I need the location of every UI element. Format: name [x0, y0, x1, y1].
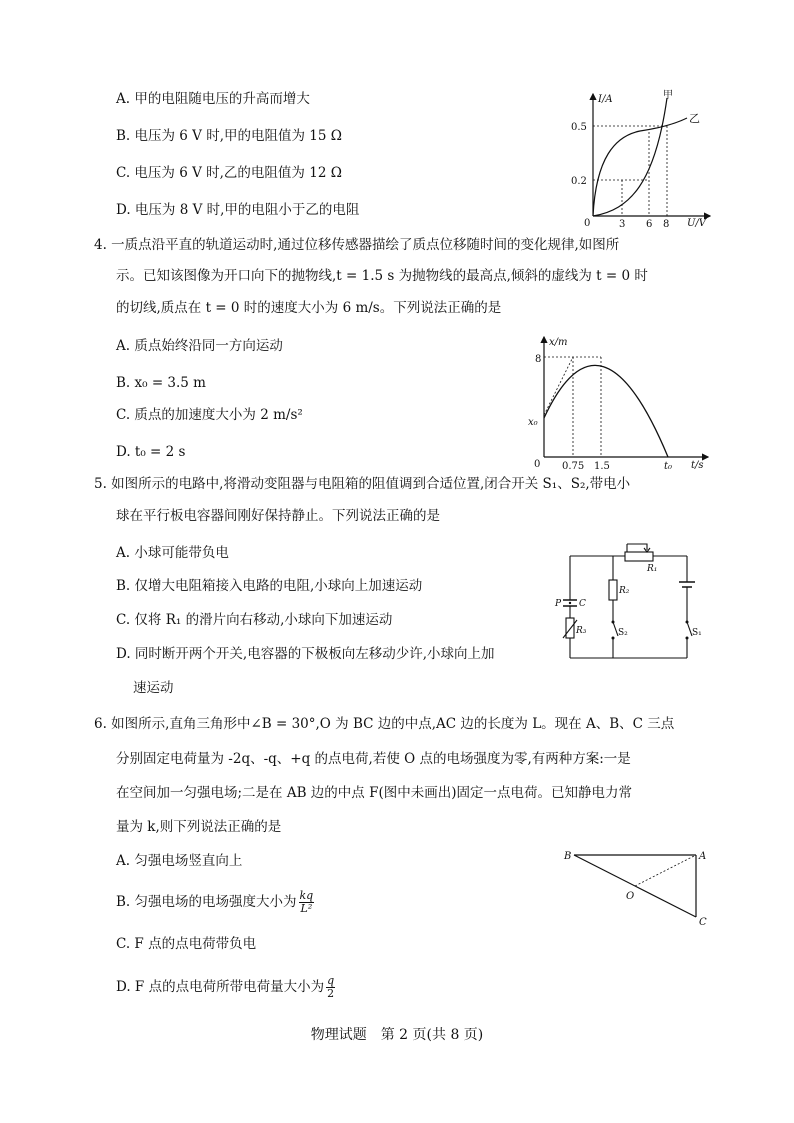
tangent-line	[544, 357, 573, 415]
q6-option-c: C. F 点的点电荷带负电	[116, 936, 257, 952]
q3-option-d: D. 电压为 8 V 时,甲的电阻小于乙的电阻	[116, 202, 360, 218]
q6-option-a: A. 匀强电场竖直向上	[116, 853, 243, 869]
x-tick-8: 8	[663, 219, 670, 230]
vertex-c: C	[699, 917, 707, 928]
q6-stem-line1: 6. 如图所示,直角三角形中∠B = 30°,O 为 BC 边的中点,AC 边的长度为 L。现在 A、B、C 三点	[94, 716, 675, 732]
q5-option-d-line2: 速运动	[133, 680, 174, 696]
rheostat-r1	[625, 552, 653, 561]
y-axis-label: x/m	[549, 337, 568, 348]
y-tick-05: 0.5	[571, 122, 587, 133]
q6-stem-line3: 在空间加一匀强电场;二是在 AB 边的中点 F(图中未画出)固定一点电荷。已知静电力常	[116, 785, 632, 801]
iu-graph	[560, 88, 720, 228]
resistor-box-r3	[566, 618, 574, 638]
y-tick-8: 8	[535, 354, 542, 365]
q4-option-b: B. x₀ = 3.5 m	[116, 375, 206, 391]
triangle-diagram	[560, 845, 710, 930]
xt-graph	[525, 332, 715, 472]
q6-option-b-text: B. 匀强电场的电场强度大小为	[116, 894, 297, 910]
q4-stem-line2: 示。已知该图像为开口向下的抛物线,t = 1.5 s 为抛物线的最高点,倾斜的虚线为 t = 0 时	[116, 268, 648, 284]
q4-option-c: C. 质点的加速度大小为 2 m/s²	[116, 407, 303, 423]
page-footer: 物理试题 第 2 页(共 8 页)	[310, 1027, 484, 1043]
q6-stem-line2: 分别固定电荷量为 -2q、-q、+q 的点电荷,若使 O 点的电场强度为零,有两种方案:一是	[116, 751, 631, 767]
q3-option-a: A. 甲的电阻随电压的升高而增大	[116, 91, 310, 107]
y-tick-x0: x₀	[528, 417, 538, 428]
fraction-denominator: L²	[300, 902, 313, 915]
x-axis-label: U/V	[687, 218, 707, 229]
label-s1: S₁	[692, 628, 702, 638]
origin-label: 0	[534, 459, 541, 470]
x-tick-t0: t₀	[664, 461, 673, 472]
q5-option-d-line1: D. 同时断开两个开关,电容器的下极板向左移动少许,小球向上加	[116, 646, 495, 662]
q6-option-d-text: D. F 点的点电荷所带电荷量大小为	[116, 979, 325, 995]
origin-label: 0	[584, 218, 591, 229]
q3-option-c: C. 电压为 6 V 时,乙的电阻值为 12 Ω	[116, 165, 342, 181]
q4-option-d: D. t₀ = 2 s	[116, 444, 186, 460]
circuit-diagram	[555, 540, 700, 665]
line-oa	[635, 855, 696, 886]
label-p: P	[555, 599, 562, 609]
fraction-denominator: 2	[327, 987, 335, 1000]
fraction-numerator: kq	[299, 889, 314, 902]
x-tick-3: 3	[619, 219, 626, 230]
q5-option-c: C. 仅将 R₁ 的滑片向右移动,小球向下加速运动	[116, 612, 393, 628]
x-tick-6: 6	[646, 219, 653, 230]
vertex-a: A	[699, 851, 707, 862]
label-r3: R₃	[576, 626, 587, 636]
fraction-kq-over-l2	[299, 890, 315, 915]
q3-option-b: B. 电压为 6 V 时,甲的电阻值为 15 Ω	[116, 128, 342, 144]
q5-option-b: B. 仅增大电阻箱接入电路的电阻,小球向上加速运动	[116, 578, 423, 594]
curve-yi-label: 乙	[689, 112, 700, 125]
q5-stem-line1: 5. 如图所示的电路中,将滑动变阻器与电阻箱的阻值调到合适位置,闭合开关 S₁、S₂,带电小	[94, 476, 631, 492]
curve-jia-label: 甲	[663, 90, 673, 101]
label-s2: S₂	[618, 628, 628, 638]
q6-stem-line4: 量为 k,则下列说法正确的是	[116, 819, 282, 835]
label-r2: R₂	[619, 586, 630, 596]
q4-stem-line3: 的切线,质点在 t = 0 时的速度大小为 6 m/s。下列说法正确的是	[116, 300, 502, 316]
y-tick-02: 0.2	[571, 176, 587, 187]
fraction-q-over-2	[326, 975, 335, 1000]
y-axis-label: I/A	[598, 94, 613, 105]
curve-yi	[593, 118, 687, 216]
vertex-b: B	[564, 851, 572, 862]
q5-stem-line2: 球在平行板电容器间刚好保持静止。下列说法正确的是	[116, 508, 440, 524]
resistor-r2	[609, 580, 617, 600]
parabola-curve	[544, 365, 668, 457]
q5-option-a: A. 小球可能带负电	[116, 545, 229, 561]
label-c: C	[579, 599, 586, 609]
label-r1: R₁	[647, 564, 658, 574]
q4-stem-line1: 4. 一质点沿平直的轨道运动时,通过位移传感器描绘了质点位移随时间的变化规律,如图所	[94, 237, 620, 253]
curve-jia	[593, 98, 667, 216]
q6-option-d	[116, 975, 337, 1000]
x-axis-label: t/s	[691, 460, 704, 471]
point-o: O	[626, 891, 635, 902]
q4-option-a: A. 质点始终沿同一方向运动	[116, 338, 283, 354]
x-tick-075: 0.75	[562, 461, 585, 472]
q6-option-b	[116, 890, 316, 915]
x-tick-15: 1.5	[594, 461, 610, 472]
fraction-numerator: q	[327, 974, 335, 987]
